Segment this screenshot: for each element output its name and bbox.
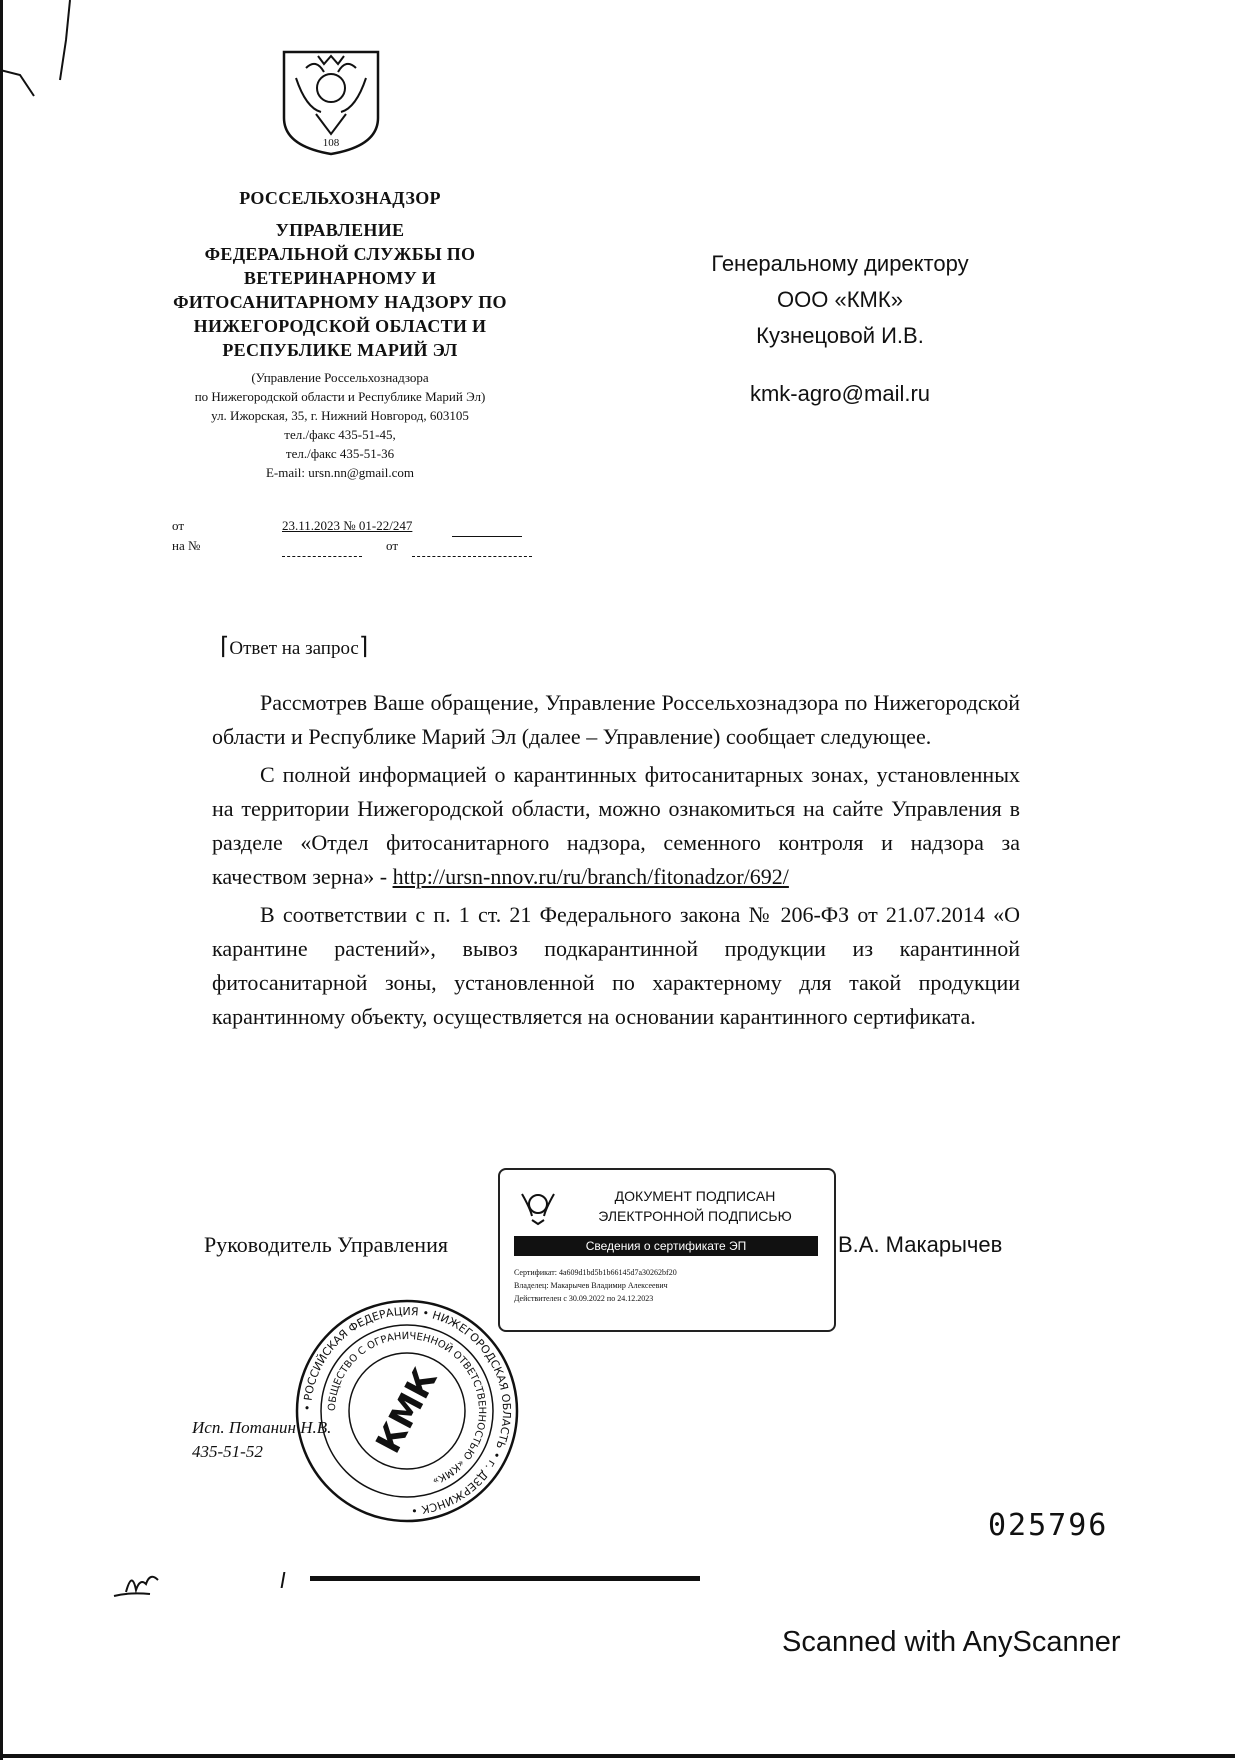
recipient-email: kmk-agro@mail.ru <box>749 381 931 406</box>
agency-name-line: ФЕДЕРАЛЬНОЙ СЛУЖБЫ ПО <box>204 244 476 264</box>
scan-edge-bottom <box>0 1754 1235 1758</box>
e-signature-stamp <box>498 1168 836 1332</box>
agency-name-line: ФИТОСАНИТАРНОМУ НАДЗОРУ ПО <box>173 292 507 312</box>
eagle-icon <box>518 1186 558 1226</box>
stamp-title-line: ЭЛЕКТРОННОЙ ПОДПИСЬЮ <box>598 1208 792 1224</box>
recipient-line: Кузнецовой И.В. <box>756 323 924 348</box>
contact-email: E-mail: ursn.nn@gmail.com <box>265 465 415 480</box>
scanner-watermark: Scanned with AnyScanner <box>782 1626 1121 1658</box>
website-link[interactable]: http://ursn-nnov.ru/ru/branch/fitonadzor/692/ <box>392 864 789 889</box>
underline <box>412 556 532 557</box>
bottom-bar <box>310 1576 700 1581</box>
signer-name: В.А. Макарычев <box>838 1232 1003 1257</box>
bracket-right: ⌉ <box>358 634 369 660</box>
stamp-title-line: ДОКУМЕНТ ПОДПИСАН <box>614 1188 776 1204</box>
handwritten-mark <box>110 1562 180 1602</box>
from-label: от <box>172 518 185 533</box>
stamp-details <box>514 1266 824 1305</box>
recipient-block <box>690 246 990 412</box>
outgoing-ref <box>172 518 532 534</box>
incoming-ref <box>172 538 532 554</box>
stamp-band: Сведения о сертификате ЭП <box>514 1236 818 1256</box>
body-paragraph: Рассмотрев Ваше обращение, Управление Россельхознадзора по Нижегородской области и Республике Марий Эл (далее – Управление) сообщает следующее. <box>212 690 1020 749</box>
executor-phone: 435-51-52 <box>192 1442 263 1461</box>
bracket-left: ⌈ <box>220 634 230 660</box>
outgoing-date-number: 23.11.2023 № 01-22/247 <box>282 518 413 533</box>
body-paragraph <box>212 758 1020 894</box>
contact-line: по Нижегородской области и Республике Марий Эл) <box>194 389 486 404</box>
contact-address: ул. Ижорская, 35, г. Нижний Новгород, 603105 <box>211 408 469 423</box>
body-paragraph-text: С полной информацией о карантинных фитосанитарных зонах, установленных на территории Нижегородской области, можно ознакомиться на сайте Управления в разделе «Отдел фитосанитарного надзора, семенного контроля и надзора за качеством зерна» - <box>212 762 1020 889</box>
subject-text: Ответ на запрос <box>229 638 359 659</box>
underline <box>282 556 362 557</box>
recipient-line: ООО «КМК» <box>777 287 903 312</box>
bottom-tick <box>281 1572 286 1588</box>
agency-name-line: РЕСПУБЛИКЕ МАРИЙ ЭЛ <box>222 340 458 360</box>
state-emblem <box>276 48 386 158</box>
contact-line: (Управление Россельхознадзора <box>251 370 429 385</box>
executor-name: Исп. Потанин Н.В. <box>192 1418 332 1437</box>
of-label: от <box>386 538 399 553</box>
corner-scribble <box>0 0 80 120</box>
registration-number: 025796 <box>988 1508 1109 1543</box>
agency-name-line: ВЕТЕРИНАРНОМУ И <box>243 268 437 288</box>
contact-phone: тел./факс 435-51-45, <box>284 427 396 442</box>
agency-short-name: РОССЕЛЬХОЗНАДЗОР <box>239 188 441 208</box>
letterhead <box>150 186 530 482</box>
ref-label: на № <box>172 538 201 553</box>
agency-name-line: НИЖЕГОРОДСКОЙ ОБЛАСТИ И <box>193 316 487 336</box>
recipient-line: Генеральному директору <box>711 251 969 276</box>
stamp-owner: Владелец: Макарычев Владимир Алексеевич <box>514 1281 668 1290</box>
svg-text:• РОССИЙСКАЯ ФЕДЕРАЦИЯ • НИЖЕГ: • РОССИЙСКАЯ ФЕДЕРАЦИЯ • НИЖЕГОРОДСКАЯ ОБЛАСТЬ • г. ДЗЕРЖИНСК • <box>300 1304 514 1517</box>
company-seal <box>292 1296 522 1526</box>
svg-text:КМК: КМК <box>368 1362 446 1460</box>
stamp-valid: Действителен с 30.09.2022 по 24.12.2023 <box>514 1294 654 1303</box>
body-paragraph: В соответствии с п. 1 ст. 21 Федерального закона № 206-ФЗ от 21.07.2014 «О карантине растений», вывоз подкарантинной продукции из карантинной фитосанитарной зоны, установленной по характерному для такой продукции карантинному объекту, осуществляется на основании карантинного сертификата. <box>212 902 1020 1029</box>
svg-text:108: 108 <box>322 137 340 149</box>
subject <box>220 632 368 661</box>
agency-name-line: УПРАВЛЕНИЕ <box>275 220 405 240</box>
stamp-cert: Сертификат: 4a609d1bd5b1b66145d7a30262bf20 <box>514 1268 677 1277</box>
signer-position: Руководитель Управления <box>204 1232 448 1257</box>
stamp-title <box>570 1186 820 1226</box>
svg-text:ОБЩЕСТВО С ОГРАНИЧЕННОЙ ОТВЕТС: ОБЩЕСТВО С ОГРАНИЧЕННОЙ ОТВЕТСТВЕННОСТЬЮ «КМК» <box>326 1330 488 1487</box>
double-headed-eagle-icon <box>276 48 386 158</box>
scan-edge-line <box>0 0 3 1760</box>
contact-phone: тел./факс 435-51-36 <box>285 446 395 461</box>
underline <box>452 536 522 537</box>
letter-body <box>212 686 1020 1034</box>
